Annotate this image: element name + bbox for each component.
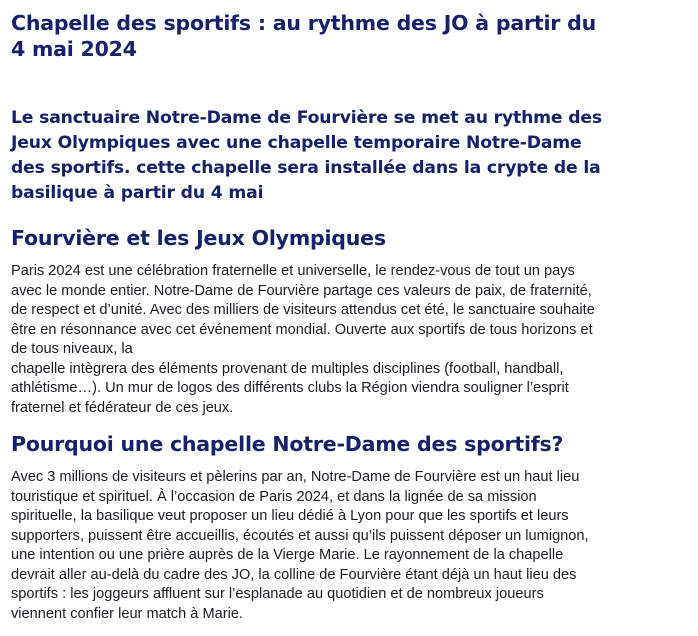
article-lead — [11, 106, 691, 206]
paragraph-line: chapelle intègrera des éléments provenant de multiples disciplines (football, handball, — [11, 360, 564, 377]
section-paragraph-pourquoi-chapelle — [11, 468, 683, 624]
paragraph-line: sportifs : les joggeurs affluent sur l’esplanade au quotidien et de nombreux joueurs — [11, 586, 544, 602]
paragraph-line: supporters, puissent être accueillis, écoutés et aussi qu’ils puissent déposer un lumignon, — [11, 527, 589, 544]
section-heading-fourviere-jo: Fourvière et les Jeux Olympiques — [11, 226, 386, 250]
section-heading-pourquoi-chapelle: Pourquoi une chapelle Notre-Dame des sportifs? — [11, 432, 564, 456]
lead-line: Le sanctuaire Notre-Dame de Fourvière se met au rythme des — [11, 108, 602, 128]
paragraph-line: Paris 2024 est une célébration fraternelle et universelle, le rendez-vous de tout un pays — [11, 263, 575, 279]
paragraph-line: de tous niveaux, la — [11, 341, 133, 357]
lead-line: basilique à partir du 4 mai — [11, 183, 264, 203]
page-title-line: 4 mai 2024 — [11, 37, 137, 61]
page-title — [11, 10, 691, 62]
paragraph-line: viennent confier leur match à Marie. — [11, 605, 243, 622]
lead-line: des sportifs. cette chapelle sera installée dans la crypte de la — [11, 158, 601, 178]
paragraph-line: Avec 3 millions de visiteurs et pèlerins par an, Notre-Dame de Fourvière est un haut lieu — [11, 469, 580, 485]
paragraph-line: fraternel et fédérateur de ces jeux. — [11, 399, 234, 416]
paragraph-line: avec le monde entier. Notre-Dame de Fourvière partage ces valeurs de paix, de fraternité, — [11, 282, 592, 299]
paragraph-line: de respect et d’unité. Avec des milliers de visiteurs attendus cet été, le sanctuaire souhaite — [11, 302, 595, 318]
paragraph-line: touristique et spirituel. À l’occasion de Paris 2024, et dans la lignée de sa mission — [11, 488, 537, 505]
paragraph-line: devrait aller au-delà du cadre des JO, la colline de Fourvière étant déjà un haut lieu des — [11, 566, 577, 583]
lead-line: Jeux Olympiques avec une chapelle temporaire Notre-Dame — [11, 133, 582, 153]
paragraph-line: athlétisme…). Un mur de logos des différents clubs la Région viendra souligner l’esprit — [11, 380, 569, 396]
section-paragraph-fourviere-jo — [11, 262, 683, 418]
page-title-line: Chapelle des sportifs : au rythme des JO à partir du — [11, 11, 597, 35]
paragraph-line: une intention ou une prière auprès de la Vierge Marie. Le rayonnement de la chapelle — [11, 547, 564, 563]
paragraph-line: être en résonnance avec cet événement mondial. Ouverte aux sportifs de tous horizons et — [11, 321, 593, 338]
paragraph-line: spirituelle, la basilique veut proposer un lieu dédié à Lyon pour que les sportifs et leurs — [11, 508, 569, 524]
